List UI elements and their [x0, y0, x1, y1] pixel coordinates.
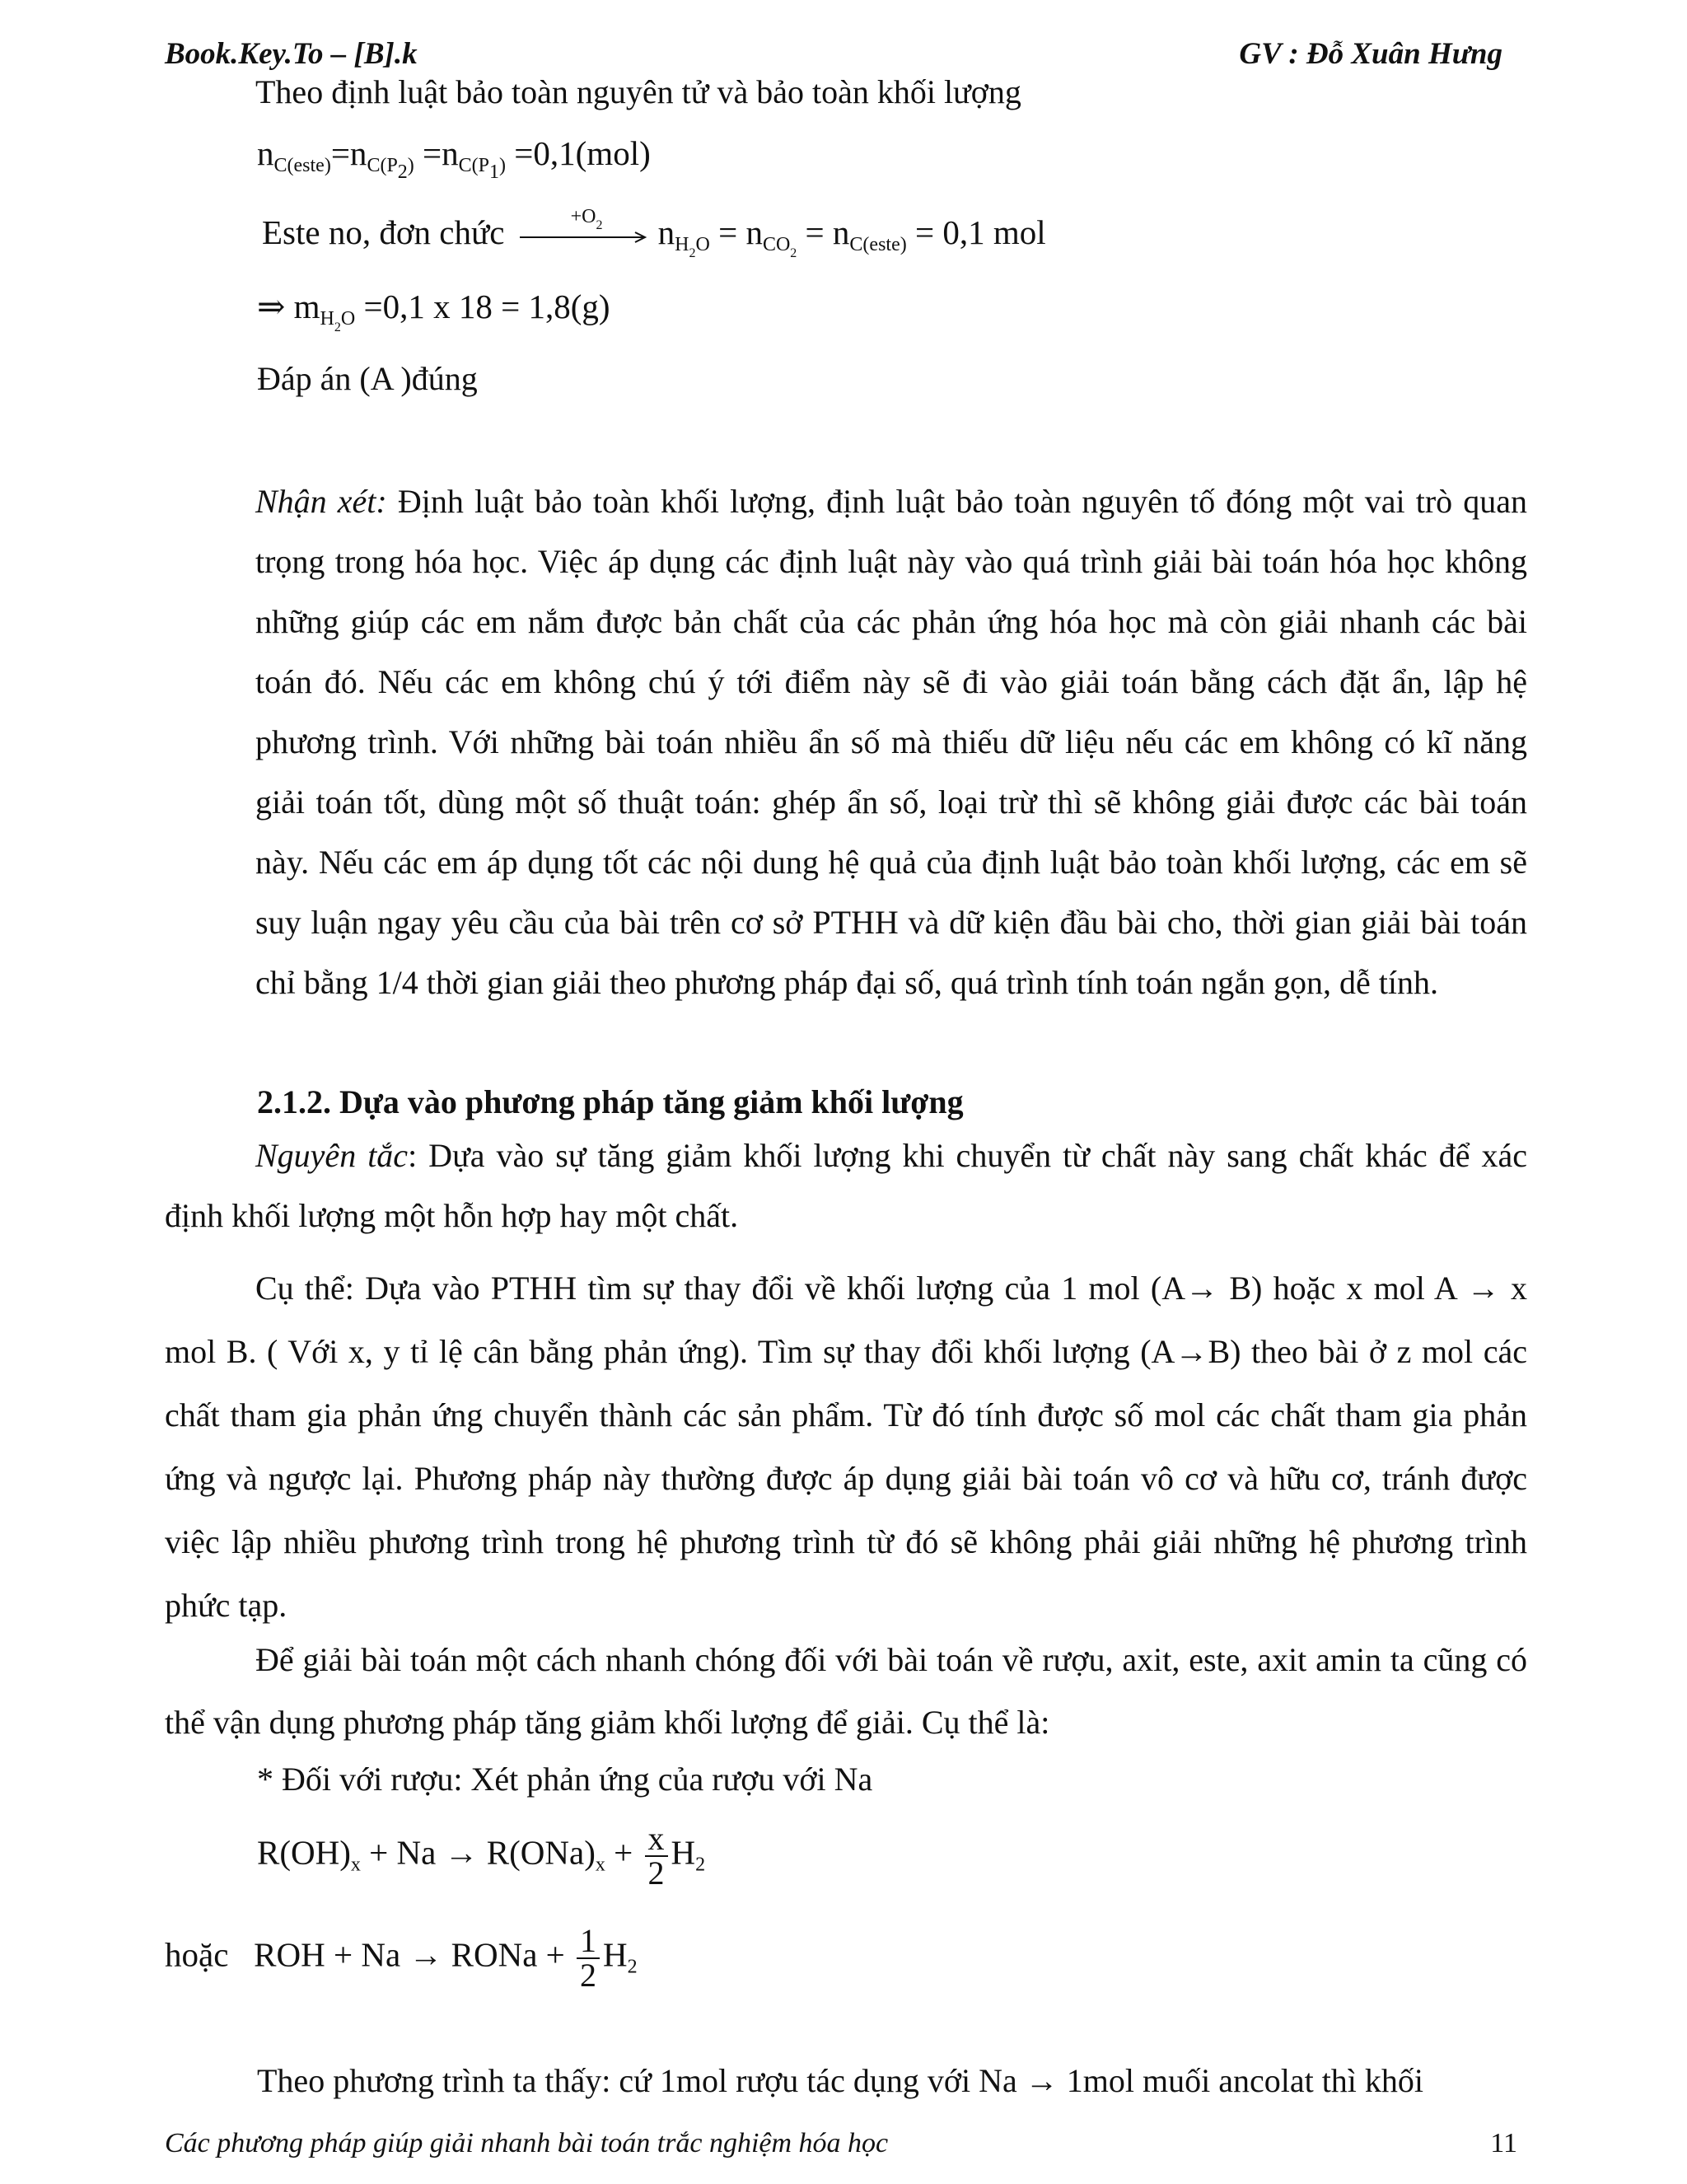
principle-paragraph: Nguyên tắc: Dựa vào sự tăng giảm khối lượng khi chuyển từ chất này sang chất khác để xác định khối lượng một hỗn hợp hay một chất. [165, 1137, 1527, 1234]
conservation-line: Theo định luật bảo toàn nguyên tử và bảo toàn khối lượng [255, 73, 1021, 110]
equation-3: ⇒ $m_{H_2O} =0,1$ x 18 = 1,8(g) [257, 288, 610, 334]
reaction-arrow: $+O_2$ [520, 224, 652, 249]
reaction-2: hoặc ROH + Na → RONa + $\frac{1}{2}$ $H_2$ [165, 1922, 638, 1994]
page-number: 11 [1490, 2128, 1517, 2158]
remark-paragraph: Nhận xét: Định luật bảo toàn khối lượng, định luật bảo toàn nguyên tố đóng một vai trò quan trọng trong hóa học. Việc áp dụng các định luật này vào quá trình giải bài toán hóa học không những giúp các em nắm được bản chất của các phản ứng hóa học mà còn giải nhanh các bài toán đó. Nếu các em không chú ý tới điểm này sẽ đi vào giải toán bằng cách đặt ẩn, lập hệ phương trình. Với những bài toán nhiều ẩn số mà thiếu dữ liệu nếu các em không có kĩ năng giải toán tốt, dùng một số thuật toán: ghép ẩn số, loại trừ thì sẽ không giải được các bài toán này. Nếu các em áp dụng tốt các nội dung hệ quả của định luật bảo toàn khối lượng, các em sẽ suy luận ngay yêu cầu của bài trên cơ sở PTHH và dữ kiện đầu bài cho, thời gian giải bài toán chỉ bằng 1/4 thời gian giải theo phương pháp đại số, quá trình tính toán ngắn gọn, dễ tính. [255, 483, 1527, 1001]
equation-1: $n_{C(este)}=n_{C(P_2)} =n_{C(P_1)} =0,1(mol)$ [257, 134, 651, 183]
fraction-1-over-2: $\frac{1}{2}$ [577, 1924, 600, 1992]
intro-paragraph: Để giải bài toán một cách nhanh chóng đối với bài toán về rượu, axit, este, axit amin ta cũng có thể vận dụng phương pháp tăng giảm khối lượng để giải. Cụ thể là: [165, 1641, 1527, 1741]
reaction-1: $R(OH)_x + Na \to R(ONa)_x$ + $\frac{x}{2}$ $H_2$ [257, 1820, 706, 1892]
header-left: Book.Key.To – [B].k [165, 37, 418, 71]
header-right: GV : Đỗ Xuân Hưng [1239, 37, 1502, 71]
answer-line: Đáp án (A )đúng [257, 360, 478, 397]
section-heading: 2.1.2. Dựa vào phương pháp tăng giảm khối lượng [257, 1083, 964, 1120]
footer-title: Các phương pháp giúp giải nhanh bài toán trắc nghiệm hóa học [165, 2128, 889, 2158]
alcohol-line: * Đối với rượu: Xét phản ứng của rượu với Na [257, 1761, 873, 1798]
detail-paragraph: Cụ thể: Dựa vào PTHH tìm sự thay đổi về khối lượng của 1 mol (A→ B) hoặc x mol A → x mol B. ( Với x, y tỉ lệ cân bằng phản ứng). Tìm sự thay đổi khối lượng (A→B) theo bài ở z mol các chất tham gia phản ứng chuyển thành các sản phẩm. Từ đó tính được số mol các chất tham gia phản ứng và ngược lại. Phương pháp này thường được áp dụng giải bài toán vô cơ và hữu cơ, tránh được việc lập nhiều phương trình trong hệ phương trình từ đó sẽ không phải giải những hệ phương trình phức tạp. [165, 1270, 1527, 1624]
last-line: Theo phương trình ta thấy: cứ 1mol rượu tác dụng với Na → 1mol muối ancolat thì khối [257, 2062, 1424, 2099]
fraction-x-over-2: $\frac{x}{2}$ [645, 1822, 668, 1890]
equation-2: Este no, đơn chức $+O_2$ $n_{H_2O} = n_{CO_2} = n_{C(este)} = 0,1$ mol [262, 205, 1046, 260]
remark-label: Nhận xét: [255, 483, 387, 520]
